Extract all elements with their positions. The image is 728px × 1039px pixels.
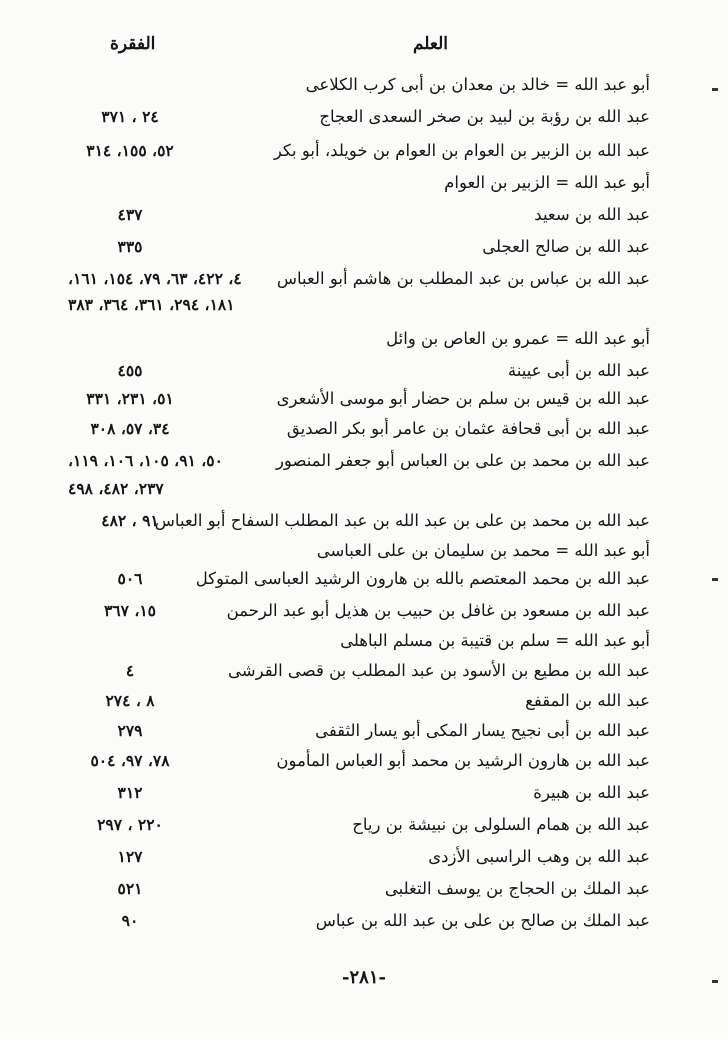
entry-paragraph-refs: ٨ ، ٢٧٤ <box>105 691 155 710</box>
entry-name: عبد الله بن رؤبة بن لبيد بن صخر السعدى العجاج <box>319 107 650 126</box>
index-entry <box>0 842 728 872</box>
entry-name: عبد الله بن وهب الراسبى الأزدى <box>428 847 650 866</box>
entry-paragraph-refs: ٢٣٧، ٤٨٢، ٤٩٨ <box>68 479 164 498</box>
entry-name: عبد الله بن هارون الرشيد بن محمد أبو العباس المأمون <box>276 751 650 770</box>
column-header-name: العلم <box>412 34 448 54</box>
entry-name: عبد الله بن محمد بن على بن عبد الله بن عبد المطلب السفاح أبو العباس <box>154 511 650 530</box>
entry-paragraph-refs: ٢٧٩ <box>117 721 143 740</box>
entry-name: عبد الله بن مسعود بن غافل بن حبيب بن هذيل أبو عبد الرحمن <box>226 601 650 620</box>
index-entry <box>0 716 728 746</box>
entry-paragraph-refs: ٣٣٥ <box>117 237 143 256</box>
entry-name: عبد الله بن عباس بن عبد المطلب بن هاشم أبو العباس <box>276 269 650 288</box>
entry-paragraph-refs: ٤، ٤٢٢، ٦٣، ٧٩، ١٥٤، ١٦١، <box>68 269 242 288</box>
entry-name: عبد الله بن أبى عيينة <box>507 361 650 380</box>
index-entry <box>0 102 728 132</box>
index-entry <box>0 506 728 536</box>
entry-paragraph-refs: ٥١، ٢٣١، ٣٣١ <box>86 389 174 408</box>
margin-mark <box>712 980 718 983</box>
entry-name: عبد الله بن قيس بن سلم بن حضار أبو موسى الأشعرى <box>276 389 650 408</box>
index-entry <box>0 290 728 320</box>
margin-mark <box>712 578 718 581</box>
index-entry <box>0 906 728 936</box>
entry-paragraph-refs: ١٨١، ٢٩٤، ٣٦١، ٣٦٤، ٣٨٣ <box>68 295 235 314</box>
entry-name: عبد الله بن مطيع بن الأسود بن عبد المطلب بن قصى القرشى <box>228 661 650 680</box>
index-entry <box>0 778 728 808</box>
index-entry <box>0 384 728 414</box>
index-entry <box>0 356 728 386</box>
index-entry <box>0 136 728 166</box>
entry-name: عبد الله بن أبى نجيح يسار المكى أبو يسار الثقفى <box>315 721 650 740</box>
entry-paragraph-refs: ٣١٢ <box>117 783 143 802</box>
entry-name: عبد الله بن الزبير بن العوام بن العوام بن خويلد، أبو بكر <box>273 141 650 160</box>
entry-name: عبد الملك بن صالح بن على بن عبد الله بن عباس <box>315 911 650 930</box>
entry-name: عبد الله بن صالح العجلى <box>482 237 650 256</box>
column-header-paragraph: الفقرة <box>110 34 156 54</box>
entry-paragraph-refs: ٤ <box>125 661 135 680</box>
entry-name: عبد الله بن همام السلولى بن نبيشة بن رياح <box>352 815 650 834</box>
entry-name: أبو عبد الله = سلم بن قتيبة بن مسلم الباهلى <box>340 631 650 650</box>
index-entry <box>0 168 728 198</box>
entry-name: أبو عبد الله = خالد بن معدان بن أبى كرب الكلاعى <box>305 75 650 94</box>
page-number: -٢٨١- <box>342 967 386 988</box>
index-entry <box>0 200 728 230</box>
index-entry <box>0 596 728 626</box>
index-entry <box>0 324 728 354</box>
index-entry <box>0 70 728 100</box>
entry-paragraph-refs: ٣٤، ٥٧، ٣٠٨ <box>90 419 170 438</box>
entry-name: عبد الله بن محمد بن على بن العباس أبو جعفر المنصور <box>275 451 650 470</box>
entry-name: عبد الملك بن الحجاج بن يوسف التغلبى <box>384 879 650 898</box>
index-entry <box>0 746 728 776</box>
entry-paragraph-refs: ١٢٧ <box>117 847 143 866</box>
entry-paragraph-refs: ٢٢٠ ، ٢٩٧ <box>97 815 163 834</box>
index-entry <box>0 564 728 594</box>
entry-name: أبو عبد الله = عمرو بن العاص بن وائل <box>386 329 650 348</box>
index-entry <box>0 232 728 262</box>
index-entry <box>0 474 728 504</box>
entry-paragraph-refs: ١٥، ٣٦٧ <box>103 601 157 620</box>
entry-name: عبد الله بن أبى قحافة عثمان بن عامر أبو بكر الصديق <box>286 419 650 438</box>
entry-paragraph-refs: ٧٨، ٩٧، ٥٠٤ <box>90 751 170 770</box>
entry-paragraph-refs: ٥٢، ١٥٥، ٣١٤ <box>86 141 174 160</box>
entry-paragraph-refs: ٩٠ <box>121 911 139 930</box>
margin-mark <box>712 88 718 91</box>
entry-paragraph-refs: ٥٠، ٩١، ١٠٥، ١٠٦، ١١٩، <box>68 451 223 470</box>
index-entry <box>0 446 728 476</box>
entry-paragraph-refs: ٥٠٦ <box>117 569 143 588</box>
index-entry <box>0 810 728 840</box>
entry-paragraph-refs: ٤٣٧ <box>117 205 143 224</box>
entry-name: عبد الله بن هبيرة <box>533 783 650 802</box>
entry-paragraph-refs: ٢٤ ، ٣٧١ <box>101 107 159 126</box>
index-entry <box>0 414 728 444</box>
entry-paragraph-refs: ٤٥٥ <box>117 361 143 380</box>
index-entry <box>0 874 728 904</box>
entry-name: عبد الله بن محمد المعتصم بالله بن هارون الرشيد العباسى المتوكل <box>195 569 650 588</box>
entry-name: عبد الله بن سعيد <box>534 205 650 224</box>
entry-name: أبو عبد الله = محمد بن سليمان بن على العباسى <box>316 541 650 560</box>
entry-paragraph-refs: ٩١ ، ٤٨٢ <box>101 511 159 530</box>
entry-name: أبو عبد الله = الزبير بن العوام <box>444 173 650 192</box>
entry-paragraph-refs: ٥٢١ <box>117 879 143 898</box>
index-entry <box>0 686 728 716</box>
entry-name: عبد الله بن المقفع <box>525 691 650 710</box>
index-entry <box>0 656 728 686</box>
index-entry <box>0 626 728 656</box>
index-entry <box>0 536 728 566</box>
